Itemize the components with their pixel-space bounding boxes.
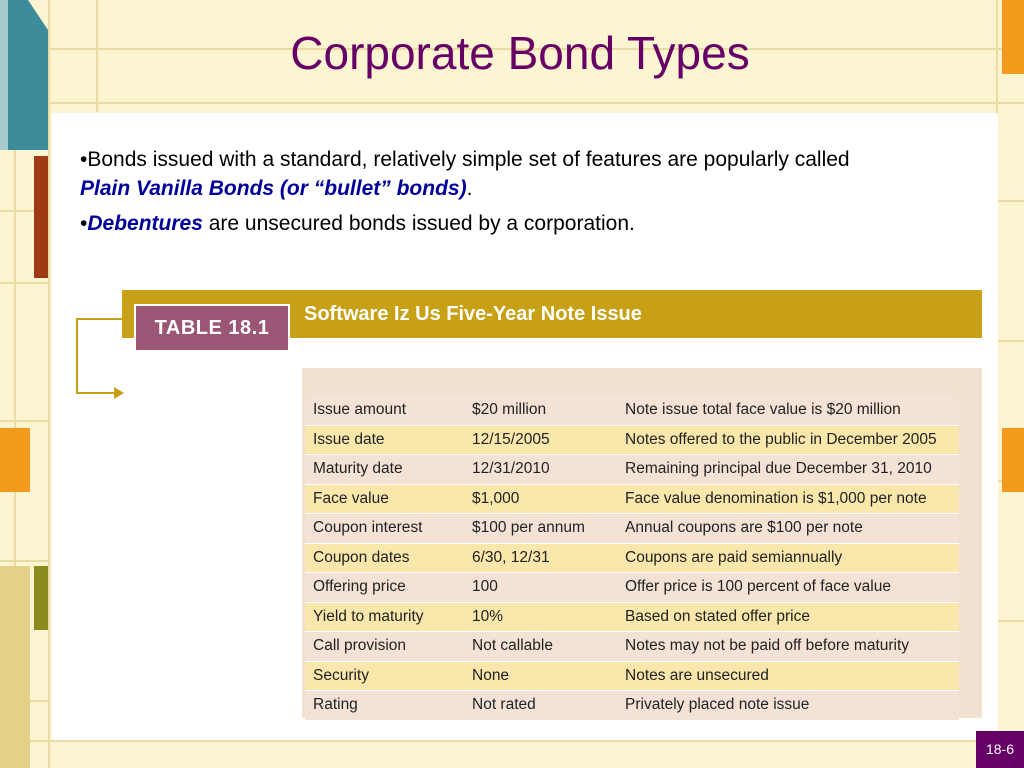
frame-line (0, 740, 1024, 742)
olive-block (34, 566, 48, 630)
orange-right-block (1002, 428, 1024, 492)
rust-block (34, 156, 48, 278)
bullet-item (80, 209, 880, 238)
table-row (305, 632, 959, 662)
table-cell: 6/30, 12/31 (464, 543, 617, 573)
table-cell: Offer price is 100 percent of face value (617, 573, 959, 603)
table-row (305, 691, 959, 721)
table-cell: Face value denomination is $1,000 per note (617, 484, 959, 514)
table-row (305, 514, 959, 544)
table-cell: Coupons are paid semiannually (617, 543, 959, 573)
arrow-icon (114, 387, 124, 399)
frame-line (0, 420, 50, 422)
table-cell: Remaining principal due December 31, 2010 (617, 455, 959, 485)
table-cell: $20 million (464, 396, 617, 425)
frame-line (996, 620, 1024, 622)
table-cell: 100 (464, 573, 617, 603)
table-row (305, 396, 959, 425)
table-cell: Based on stated offer price (617, 602, 959, 632)
table-row (305, 455, 959, 485)
table-cell: Face value (305, 484, 464, 514)
frame-line (996, 200, 1024, 202)
table-cell: Issue date (305, 425, 464, 455)
table-connector (76, 392, 116, 394)
table-cell: Notes are unsecured (617, 661, 959, 691)
table-row (305, 484, 959, 514)
table-connector (76, 318, 78, 394)
table-cell: $1,000 (464, 484, 617, 514)
table-row (305, 425, 959, 455)
orange-corner-block (1002, 0, 1024, 74)
table-cell: Maturity date (305, 455, 464, 485)
bullet-list (80, 145, 880, 244)
frame-line (0, 102, 1024, 104)
table-cell: Not rated (464, 691, 617, 721)
table-cell: Call provision (305, 632, 464, 662)
frame-line (0, 560, 50, 562)
bullet-text: •Bonds issued with a standard, relatively simple set of features are popularly called (80, 148, 850, 171)
slide-title: Corporate Bond Types (290, 27, 750, 79)
table-caption: Software Iz Us Five-Year Note Issue (304, 303, 642, 325)
teal-stripe (0, 0, 50, 150)
table-row (305, 602, 959, 632)
table-cell: Security (305, 661, 464, 691)
table-cell: $100 per annum (464, 514, 617, 544)
bullet-item (80, 145, 880, 203)
table-cell: Not callable (464, 632, 617, 662)
table-cell: 12/15/2005 (464, 425, 617, 455)
table-cell: Notes may not be paid off before maturity (617, 632, 959, 662)
table-cell: 12/31/2010 (464, 455, 617, 485)
table-cell: Note issue total face value is $20 million (617, 396, 959, 425)
orange-block (0, 428, 30, 492)
olive-light-block (0, 566, 30, 768)
frame-line (996, 340, 1024, 342)
table-row (305, 543, 959, 573)
table-cell: Issue amount (305, 396, 464, 425)
bullet-text: • (80, 212, 88, 235)
table-cell: None (464, 661, 617, 691)
table-cell: Yield to maturity (305, 602, 464, 632)
table-tab-label: TABLE 18.1 (134, 304, 290, 352)
table-cell: 10% (464, 602, 617, 632)
frame-line (0, 282, 50, 284)
bullet-text: . (466, 177, 473, 200)
table-cell: Rating (305, 691, 464, 721)
table-cell: Coupon dates (305, 543, 464, 573)
table-cell: Notes offered to the public in December 2005 (617, 425, 959, 455)
table-cell: Annual coupons are $100 per note (617, 514, 959, 544)
bullet-emphasis: Debentures (87, 212, 203, 235)
table-row (305, 661, 959, 691)
bullet-text: are unsecured bonds issued by a corporation. (202, 212, 635, 235)
table-cell: Privately placed note issue (617, 691, 959, 721)
table-row (305, 573, 959, 603)
bullet-emphasis: Plain Vanilla Bonds (or “bullet” bonds) (80, 177, 467, 200)
slide-number: 18-6 (976, 731, 1024, 768)
note-issue-table (305, 396, 959, 721)
table-cell: Offering price (305, 573, 464, 603)
content-area (52, 113, 998, 740)
table-cell: Coupon interest (305, 514, 464, 544)
